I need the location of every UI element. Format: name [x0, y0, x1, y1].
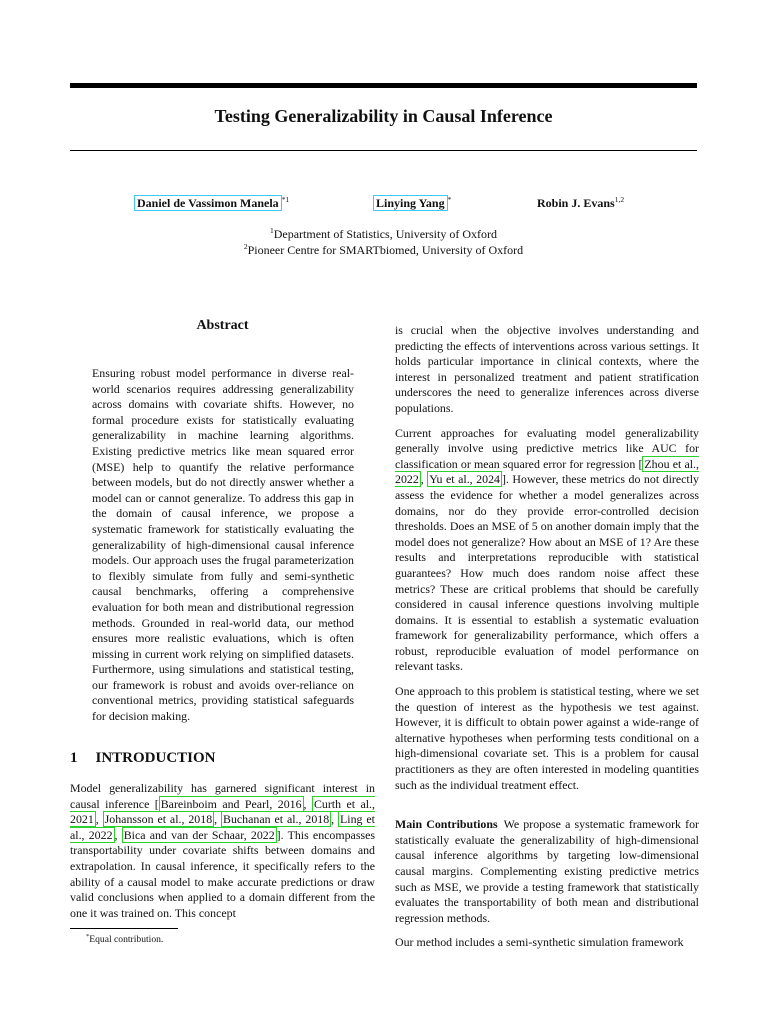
abstract-heading: Abstract [196, 318, 249, 333]
citation-link[interactable]: Bareinboim and Pearl, 2016 [160, 796, 302, 811]
title-rule [70, 150, 697, 151]
citation-link[interactable]: Bica and van der Schaar, 2022 [123, 827, 275, 842]
citation-link[interactable]: Johansson et al., 2018 [104, 812, 213, 827]
author-sup: 1,2 [614, 195, 625, 204]
citation-link[interactable]: Buchanan et al., 2018 [223, 812, 330, 827]
affiliation-1: $^1$Department of Statistics, University of Oxford [269, 226, 498, 241]
author-1[interactable] [134, 195, 289, 211]
author-2[interactable] [373, 195, 451, 211]
paragraph: is crucial when the objective involves understanding and predicting the effects of interventions across various settings. It holds particular importance in clinical contexts, where the interest in personalized treatment and patient stratification underscores the need to generalize inferences across diverse populations. [395, 323, 699, 415]
footnote-rule [70, 928, 178, 929]
citation-link[interactable]: Curth et al., 2021 [70, 796, 375, 827]
intro-paragraph: Model generalizability has garnered significant interest in causal inference [ Bareinboim and Pearl, 2016 , Curth et al., 2021 , Johansson et al., 2018 , Buchanan et al., 2018 , Ling et al., 2022 , Bica and van der Schaar, 2022 ]. This encompasses transportability under covariate shifts between domains and extrapolation. In causal inference, it specifically refers to the ability of a causal model to make accurate predictions or draw valid conclusions when applied to a domain different from the one it was trained on. This concept [70, 781, 375, 920]
citation-link[interactable]: Ling et al., 2022 [70, 812, 375, 842]
citation-link[interactable]: Yu et al., 2024 [429, 472, 500, 487]
author-name[interactable]: Daniel de Vassimon Manela [134, 195, 282, 211]
author-name: Robin J. Evans [537, 196, 615, 210]
top-rule [70, 83, 697, 88]
section-title: INTRODUCTION [95, 750, 216, 766]
author-sup: *1 [281, 195, 290, 204]
author-name[interactable]: Linying Yang [373, 195, 448, 211]
paragraph-main-contributions: Main Contributions We propose a systematic framework for statistically evaluate the generalizability of high-dimensional causal inference algorithms by targeting low-dimensional causal margins. Complementing existing predictive metrics such as MSE, we provide a testing framework that statistically evaluates the transportability of both mean and distributional regression methods. [395, 817, 699, 925]
paragraph: Current approaches for evaluating model generalizability generally involve using predictive metrics like AUC for classification or mean squared error for regression [ Zhou et al., 2022 , Yu et al., 2024 ]. However, these metrics do not directly assess the evidence for whether a model generalizes across domains, nor do they provide error-controlled decision thresholds. Does an MSE of 5 on another domain imply that the model does not generalize? How about an MSE of 1? Are these results and interpretations reproducible with statistical guarantees? How much does random noise affect these metrics? These are critical problems that should be carefully considered in causal inference questions involving multiple domains. It is essential to establish a systematic evaluation framework for generalizability performance, which offers a robust, reproducible evaluation of model performance on relevant tasks. [395, 425, 699, 674]
affiliation-2: $^2$Pioneer Centre for SMARTbiomed, University of Oxford [243, 242, 524, 257]
author-3 [537, 195, 624, 211]
paragraph: Our method includes a semi-synthetic simulation framework [395, 935, 684, 950]
footnote: *Equal contribution. [86, 933, 164, 945]
author-sup: * [447, 195, 452, 204]
paragraph-heading: Main Contributions [395, 817, 498, 832]
right-column [395, 323, 699, 951]
paper-title: Testing Generalizability in Causal Inference [214, 106, 553, 126]
section-heading-introduction [70, 750, 216, 767]
citation-link[interactable]: Zhou et al., 2022 [395, 456, 699, 487]
abstract-text: Ensuring robust model performance in diverse real-world scenarios requires addressing generalizability across domains with covariate shifts. However, no formal procedure exists for statistically evaluating generalizability in machine learning algorithms. Existing predictive metrics like mean squared error (MSE) help to quantify the relative performance between models, but do not directly answer whether a model can or cannot generalize. To address this gap in the domain of causal inference, we propose a systematic framework for statistically evaluating the generalizability of high-dimensional causal inference models. Our approach uses the frugal parameterization to flexibly simulate from fully and semi-synthetic causal benchmarks, offering a comprehensive evaluation for both mean and distributional regression methods. Grounded in real-world data, our method ensures more realistic evaluations, which is often missing in current work relying on simplified datasets. Furthermore, using simulations and statistical testing, our framework is robust and avoids over-reliance on conventional metrics, providing statistical safeguards for decision making. [92, 366, 354, 724]
paragraph: One approach to this problem is statistical testing, where we set the question of interest as the hypothesis we test against. However, it is difficult to obtain power against a wide-range of alternative hypotheses when performing tests conditional on a high-dimensional covariate set. This is a problem for causal practitioners as they are often interested in modeling quantities such as the individual treatment effect. [395, 684, 699, 792]
section-number: 1 [70, 750, 78, 766]
